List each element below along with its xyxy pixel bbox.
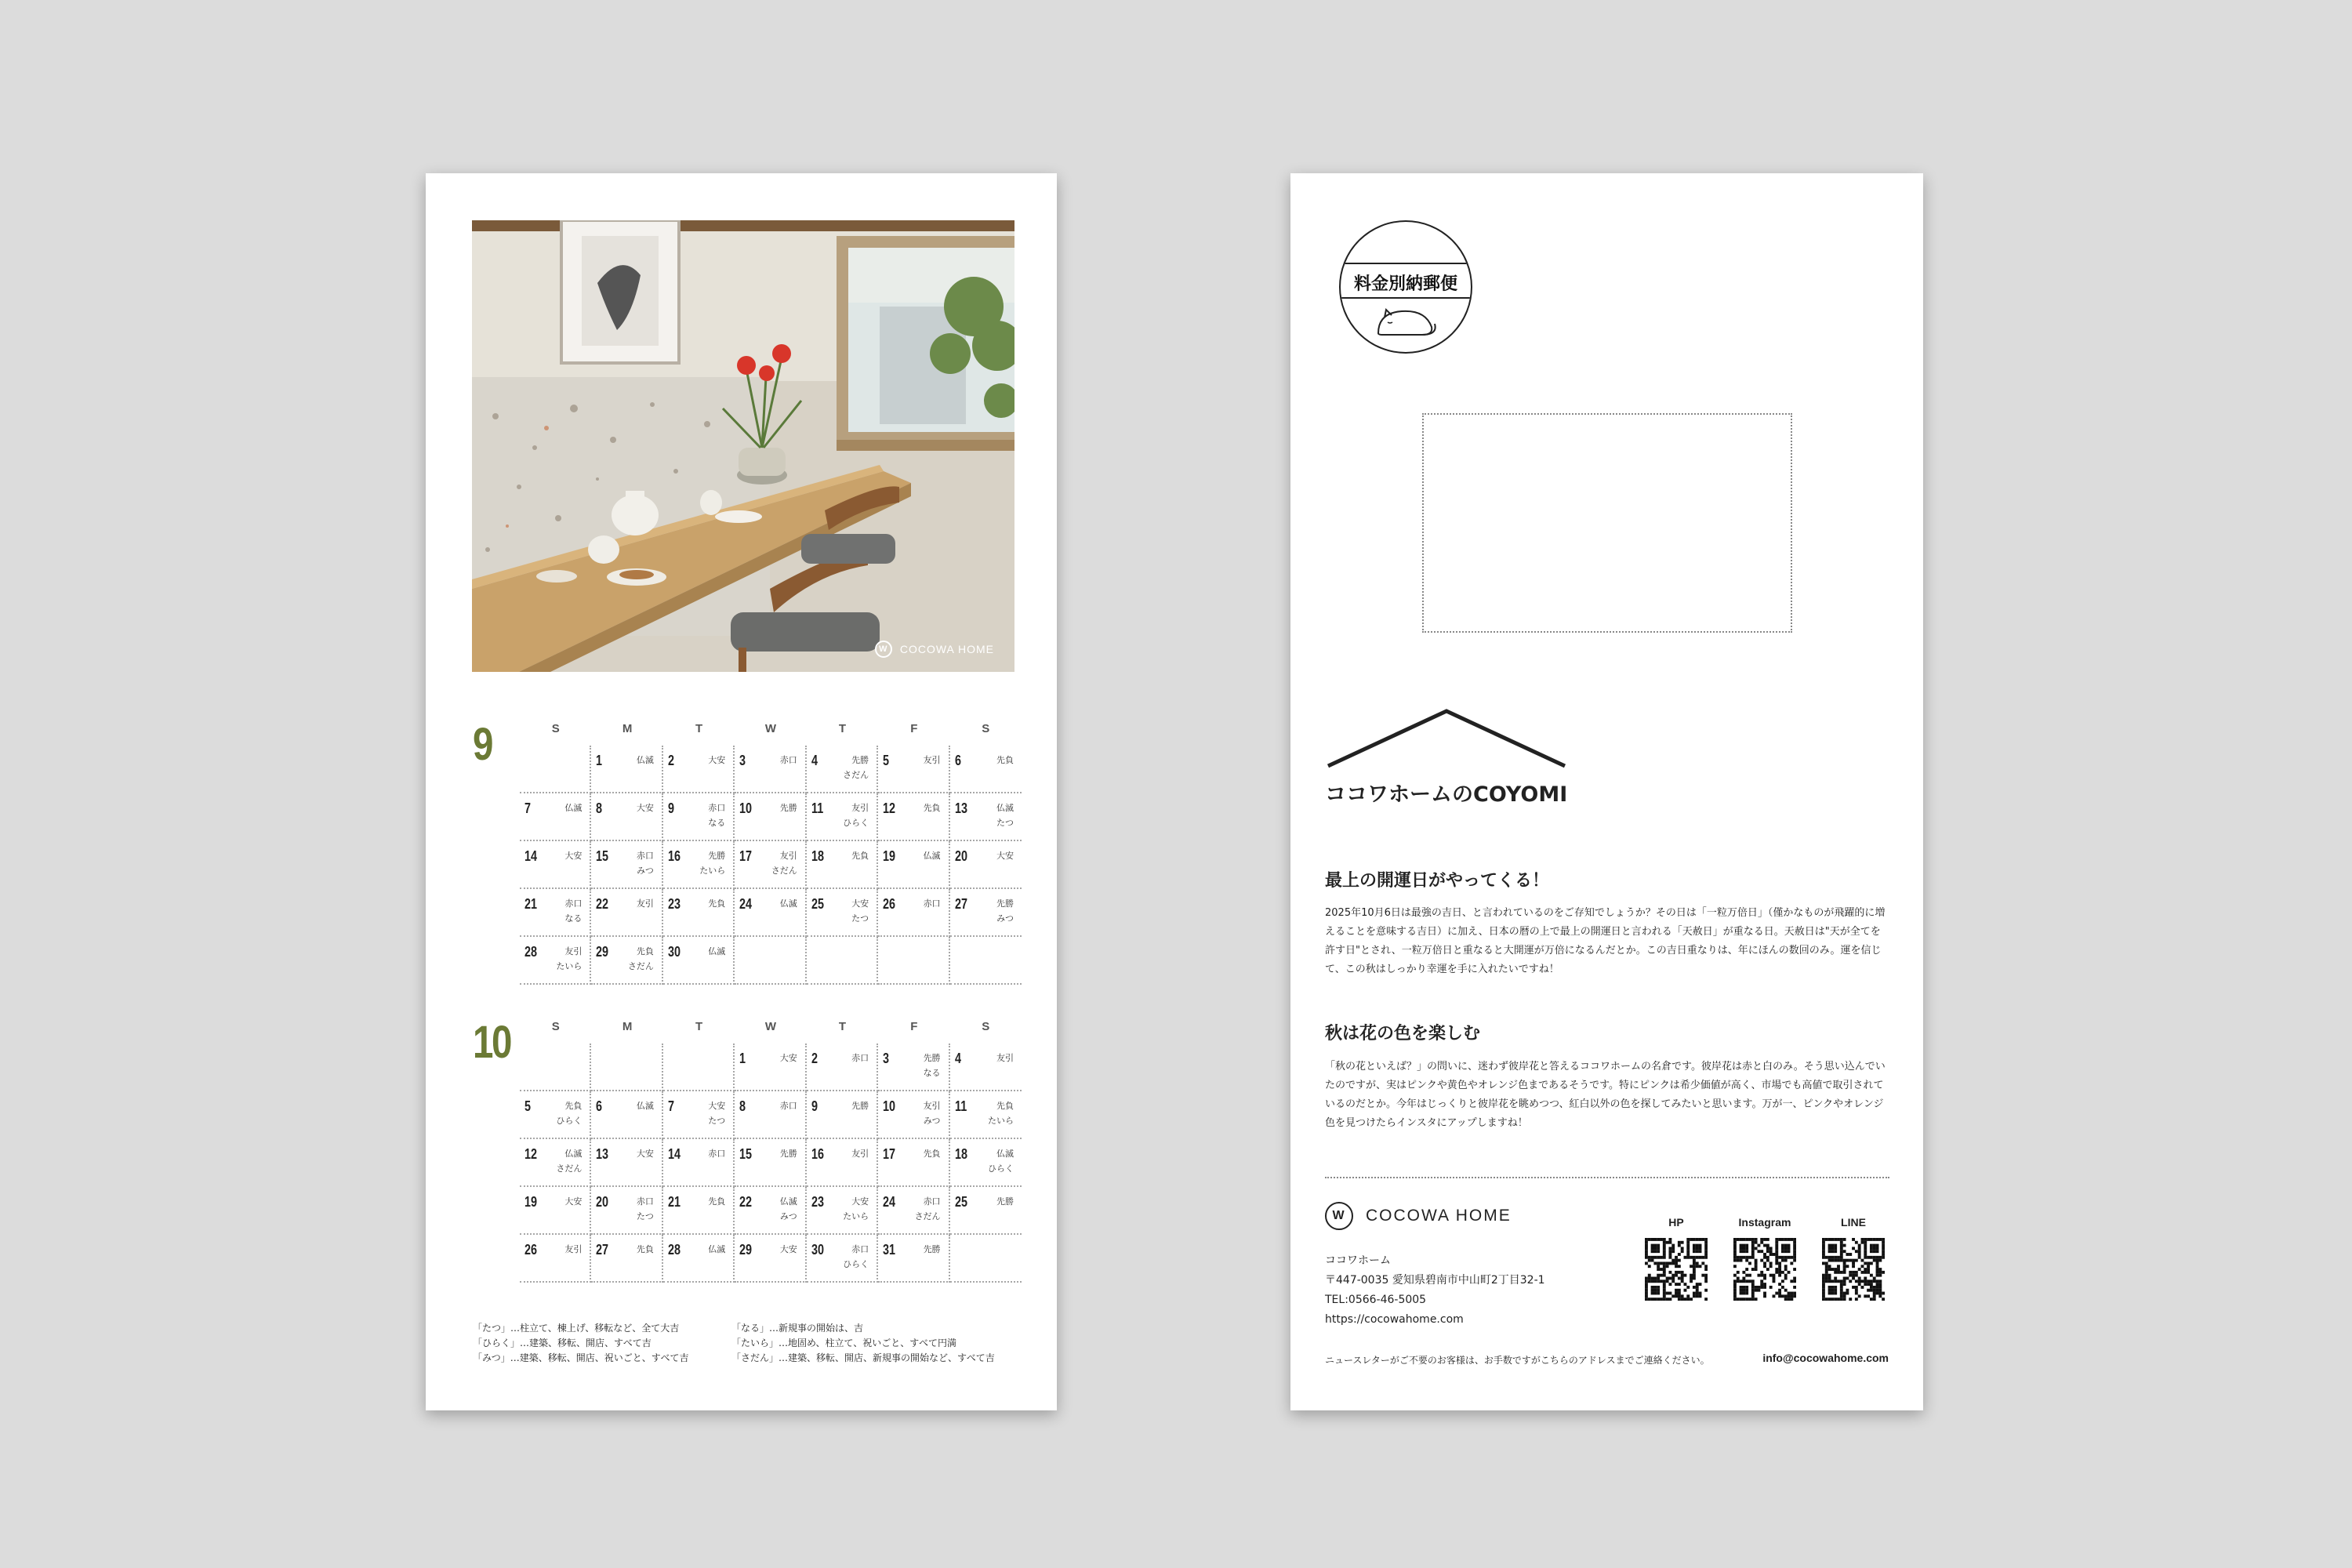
weekday-header bbox=[520, 722, 1022, 738]
qr-line[interactable] bbox=[1822, 1216, 1885, 1301]
selection-label: たいら bbox=[699, 866, 726, 876]
divider bbox=[1325, 1177, 1889, 1178]
rokuyo-label: 赤口 bbox=[636, 851, 654, 861]
calendar-day bbox=[950, 746, 1022, 793]
rokuyo-label: 仏滅 bbox=[708, 946, 726, 956]
day-number: 15 bbox=[596, 848, 609, 864]
calendar-day bbox=[807, 793, 878, 841]
legend-item: 「ひらく」…建築、移転、開店、すべて吉 bbox=[473, 1338, 652, 1348]
selection-label: さだん bbox=[771, 866, 797, 876]
company-address: 〒447-0035 愛知県碧南市中山町2丁目32-1 bbox=[1325, 1274, 1545, 1287]
rokuyo-label: 先負 bbox=[923, 803, 941, 813]
day-number: 6 bbox=[596, 1098, 603, 1114]
day-number: 10 bbox=[883, 1098, 896, 1114]
calendar-empty-cell bbox=[878, 937, 949, 985]
rokuyo-label: 仏滅 bbox=[779, 898, 797, 909]
day-number: 14 bbox=[667, 1146, 681, 1162]
calendar-day bbox=[591, 1091, 662, 1139]
day-number: 19 bbox=[524, 1194, 538, 1210]
rokuyo-label: 先負 bbox=[996, 1101, 1014, 1111]
rokuyo-label: 仏滅 bbox=[564, 1149, 583, 1159]
day-number: 3 bbox=[883, 1051, 890, 1066]
rokuyo-label: 先勝 bbox=[708, 851, 726, 861]
calendar-day bbox=[807, 1044, 878, 1091]
day-number: 30 bbox=[811, 1242, 824, 1258]
day-number: 8 bbox=[596, 800, 603, 816]
calendar-day bbox=[520, 937, 591, 985]
qr-hp[interactable] bbox=[1645, 1216, 1708, 1301]
qr-code-icon bbox=[1822, 1238, 1885, 1301]
rokuyo-label: 赤口 bbox=[708, 1149, 726, 1159]
weekday-header bbox=[520, 1020, 1022, 1036]
day-number: 13 bbox=[954, 800, 967, 816]
rokuyo-label: 仏滅 bbox=[996, 1149, 1014, 1159]
selection-label: みつ bbox=[923, 1116, 941, 1126]
day-number: 23 bbox=[811, 1194, 824, 1210]
rokuyo-label: 赤口 bbox=[851, 1053, 869, 1063]
stamp-line bbox=[1341, 263, 1471, 264]
rokuyo-label: 友引 bbox=[851, 1149, 869, 1159]
rokuyo-label: 先負 bbox=[923, 1149, 941, 1159]
legend bbox=[473, 1321, 1022, 1366]
selection-label: たつ bbox=[851, 913, 869, 924]
weekday-label: F bbox=[910, 1020, 918, 1033]
calendar-grid bbox=[520, 746, 1022, 985]
calendar-day bbox=[520, 1235, 591, 1283]
calendar-grid bbox=[520, 1044, 1022, 1283]
selection-label: みつ bbox=[779, 1211, 797, 1221]
calendar-day bbox=[878, 746, 949, 793]
calendar-day bbox=[950, 1187, 1022, 1235]
day-number: 23 bbox=[667, 896, 681, 912]
selection-label: なる bbox=[923, 1068, 941, 1078]
rokuyo-label: 先勝 bbox=[996, 1196, 1014, 1207]
day-number: 12 bbox=[883, 800, 896, 816]
selection-label: たいら bbox=[988, 1116, 1014, 1126]
day-number: 28 bbox=[524, 944, 538, 960]
calendar-day bbox=[878, 793, 949, 841]
address-box bbox=[1422, 413, 1792, 633]
cocowa-logo-icon: W bbox=[875, 641, 892, 658]
weekday-label: M bbox=[622, 722, 633, 735]
calendar-day bbox=[735, 1235, 806, 1283]
rokuyo-label: 赤口 bbox=[564, 898, 583, 909]
calendar-day bbox=[591, 793, 662, 841]
qr-code-icon bbox=[1645, 1238, 1708, 1301]
calendar-day bbox=[663, 841, 735, 889]
selection-label: ひらく bbox=[843, 1259, 869, 1269]
calendar-empty-cell bbox=[591, 1044, 662, 1091]
rokuyo-label: 大安 bbox=[564, 851, 583, 861]
calendar-day bbox=[807, 889, 878, 937]
rokuyo-label: 友引 bbox=[564, 946, 583, 956]
day-number: 24 bbox=[883, 1194, 896, 1210]
rokuyo-label: 先負 bbox=[636, 946, 654, 956]
weekday-label: S bbox=[551, 722, 560, 735]
calendar-day bbox=[807, 1187, 878, 1235]
rokuyo-label: 友引 bbox=[636, 898, 654, 909]
weekday-label: T bbox=[838, 722, 846, 735]
company-tel: TEL:0566-46-5005 bbox=[1325, 1294, 1427, 1306]
day-number: 28 bbox=[667, 1242, 681, 1258]
rokuyo-label: 先勝 bbox=[779, 1149, 797, 1159]
day-number: 16 bbox=[667, 848, 681, 864]
weekday-label: S bbox=[551, 1020, 560, 1033]
day-number: 26 bbox=[524, 1242, 538, 1258]
rokuyo-label: 大安 bbox=[779, 1244, 797, 1254]
calendar-day bbox=[878, 1044, 949, 1091]
rokuyo-label: 赤口 bbox=[779, 755, 797, 765]
selection-label: たつ bbox=[708, 1116, 726, 1126]
rokuyo-label: 赤口 bbox=[636, 1196, 654, 1207]
calendar-day bbox=[591, 889, 662, 937]
day-number: 8 bbox=[739, 1098, 746, 1114]
calendar-day bbox=[807, 841, 878, 889]
rokuyo-label: 赤口 bbox=[779, 1101, 797, 1111]
rokuyo-label: 友引 bbox=[564, 1244, 583, 1254]
day-number: 4 bbox=[811, 753, 818, 768]
rokuyo-label: 先負 bbox=[708, 898, 726, 909]
sleeping-cat-icon bbox=[1370, 300, 1441, 339]
company-brand-text: COCOWA HOME bbox=[1366, 1207, 1512, 1225]
day-number: 21 bbox=[667, 1194, 681, 1210]
rokuyo-label: 仏滅 bbox=[708, 1244, 726, 1254]
qr-instagram[interactable] bbox=[1733, 1216, 1796, 1301]
rokuyo-label: 大安 bbox=[636, 1149, 654, 1159]
day-number: 2 bbox=[667, 753, 674, 768]
calendar-empty-cell bbox=[520, 1044, 591, 1091]
selection-label: たつ bbox=[996, 818, 1014, 828]
day-number: 24 bbox=[739, 896, 753, 912]
qr-label: Instagram bbox=[1738, 1216, 1791, 1229]
stamp-text: 料金別納郵便 bbox=[1353, 274, 1457, 294]
rokuyo-label: 大安 bbox=[779, 1053, 797, 1063]
rokuyo-label: 先負 bbox=[636, 1244, 654, 1254]
day-number: 7 bbox=[524, 800, 532, 816]
calendar-day bbox=[950, 1044, 1022, 1091]
rokuyo-label: 仏滅 bbox=[636, 755, 654, 765]
day-number: 9 bbox=[811, 1098, 818, 1114]
rokuyo-label: 赤口 bbox=[851, 1244, 869, 1254]
day-number: 30 bbox=[667, 944, 681, 960]
rokuyo-label: 大安 bbox=[636, 803, 654, 813]
calendar-day bbox=[520, 1139, 591, 1187]
rokuyo-label: 先勝 bbox=[996, 898, 1014, 909]
calendar-day bbox=[591, 1235, 662, 1283]
mailer-card bbox=[1290, 173, 1923, 1410]
weekday-label: S bbox=[982, 722, 990, 735]
calendar-day bbox=[735, 1187, 806, 1235]
weekday-label: W bbox=[764, 722, 777, 735]
calendar-day bbox=[591, 841, 662, 889]
selection-label: なる bbox=[564, 913, 583, 924]
calendar-day bbox=[878, 1235, 949, 1283]
rokuyo-label: 先勝 bbox=[851, 1101, 869, 1111]
day-number: 29 bbox=[596, 944, 609, 960]
rokuyo-label: 仏滅 bbox=[996, 803, 1014, 813]
calendar-day bbox=[591, 1139, 662, 1187]
company-contact bbox=[1325, 1251, 1545, 1330]
rokuyo-label: 仏滅 bbox=[564, 803, 583, 813]
rokuyo-label: 大安 bbox=[708, 1101, 726, 1111]
qr-code-icon bbox=[1733, 1238, 1796, 1301]
rokuyo-label: 先勝 bbox=[779, 803, 797, 813]
section-body: 2025年10月6日は最強の吉日、と言われているのをご存知でしょうか？その日は「一粒万倍日」（僅かなものが飛躍的に増えることを意味する吉日）に加え、日本の暦の上で最上の開運日と言われる「天赦日」が重なる日。天赦日は"天が全てを許す日"とされ、一粒万倍日と重なると大開運が万倍になるんだとか。この吉日重なりは、年にほんの数回のみ。運を信じて、この秋はしっかり幸運を手に入れたいですね！ bbox=[1325, 907, 1886, 975]
day-number: 27 bbox=[596, 1242, 609, 1258]
selection-label: ひらく bbox=[988, 1163, 1014, 1174]
calendar-day bbox=[663, 1235, 735, 1283]
day-number: 29 bbox=[739, 1242, 753, 1258]
calendar-day bbox=[663, 1139, 735, 1187]
selection-label: みつ bbox=[996, 913, 1014, 924]
photo-brand-text: COCOWA HOME bbox=[899, 643, 994, 655]
interior-illustration bbox=[472, 220, 1014, 672]
rokuyo-label: 友引 bbox=[996, 1053, 1014, 1063]
calendar-empty-cell bbox=[663, 1044, 735, 1091]
calendar-day bbox=[663, 889, 735, 937]
day-number: 20 bbox=[596, 1194, 609, 1210]
section-title: 秋は花の色を楽しむ bbox=[1325, 1024, 1481, 1044]
rokuyo-label: 大安 bbox=[708, 755, 726, 765]
calendar-day bbox=[591, 1187, 662, 1235]
day-number: 25 bbox=[811, 896, 824, 912]
day-number: 11 bbox=[954, 1098, 967, 1114]
calendar-empty-cell bbox=[807, 937, 878, 985]
newsletter-title: ココワホームのCOYOMI bbox=[1325, 782, 1568, 807]
day-number: 5 bbox=[524, 1098, 532, 1114]
selection-label: さだん bbox=[627, 961, 654, 971]
rokuyo-label: 仏滅 bbox=[923, 851, 941, 861]
rokuyo-label: 大安 bbox=[851, 1196, 869, 1207]
unsubscribe-note: ニュースレターがご不要のお客様は、お手数ですがこちらのアドレスまでご連絡ください。 bbox=[1325, 1355, 1710, 1366]
legend-item: 「みつ」…建築、移転、開店、祝いごと、すべて吉 bbox=[473, 1352, 689, 1363]
day-number: 12 bbox=[524, 1146, 538, 1162]
calendar-day bbox=[591, 746, 662, 793]
day-number: 31 bbox=[883, 1242, 896, 1258]
weekday-label: F bbox=[910, 722, 918, 735]
day-number: 9 bbox=[667, 800, 674, 816]
day-number: 1 bbox=[739, 1051, 746, 1066]
calendar-day bbox=[520, 889, 591, 937]
weekday-label: W bbox=[764, 1020, 777, 1033]
day-number: 22 bbox=[739, 1194, 753, 1210]
day-number: 1 bbox=[596, 753, 603, 768]
day-number: 11 bbox=[811, 800, 823, 816]
company-brand bbox=[1325, 1202, 1512, 1230]
selection-label: たつ bbox=[636, 1211, 654, 1221]
calendar-day bbox=[663, 937, 735, 985]
day-number: 2 bbox=[811, 1051, 818, 1066]
calendar-day bbox=[807, 1235, 878, 1283]
cocowa-logo-icon: W bbox=[1325, 1202, 1353, 1230]
weekday-label: M bbox=[622, 1020, 633, 1033]
calendar-day bbox=[520, 1187, 591, 1235]
day-number: 17 bbox=[739, 848, 753, 864]
house-roof-icon bbox=[1325, 706, 1568, 769]
rokuyo-label: 大安 bbox=[851, 898, 869, 909]
selection-label: さだん bbox=[914, 1211, 941, 1221]
interior-photo bbox=[472, 220, 1014, 672]
calendar-day bbox=[663, 746, 735, 793]
day-number: 18 bbox=[954, 1146, 967, 1162]
day-number: 15 bbox=[739, 1146, 753, 1162]
calendar-day bbox=[950, 1139, 1022, 1187]
weekday-label: S bbox=[982, 1020, 990, 1033]
day-number: 21 bbox=[524, 896, 538, 912]
calendar-day bbox=[807, 1091, 878, 1139]
calendar-day bbox=[735, 793, 806, 841]
selection-label: みつ bbox=[637, 866, 654, 876]
calendar-day bbox=[663, 793, 735, 841]
calendar-day bbox=[878, 1091, 949, 1139]
calendar-empty-cell bbox=[735, 937, 806, 985]
rokuyo-label: 友引 bbox=[779, 851, 797, 861]
rokuyo-label: 大安 bbox=[564, 1196, 583, 1207]
postage-stamp bbox=[1339, 220, 1472, 354]
calendar-day bbox=[950, 889, 1022, 937]
month-number: 10 bbox=[473, 1017, 510, 1068]
calendar-day bbox=[950, 1091, 1022, 1139]
section-title: 最上の開運日がやってくる！ bbox=[1325, 871, 1550, 891]
stamp-line bbox=[1341, 297, 1471, 299]
calendar-day bbox=[591, 937, 662, 985]
rokuyo-label: 赤口 bbox=[923, 1196, 941, 1207]
day-number: 27 bbox=[954, 896, 967, 912]
calendar-day bbox=[878, 1139, 949, 1187]
calendar-day bbox=[520, 1091, 591, 1139]
rokuyo-label: 先勝 bbox=[923, 1053, 941, 1063]
calendar-day bbox=[950, 841, 1022, 889]
calendar-day bbox=[735, 841, 806, 889]
rokuyo-label: 先負 bbox=[564, 1101, 583, 1111]
day-number: 19 bbox=[883, 848, 896, 864]
selection-label: ひらく bbox=[556, 1116, 583, 1126]
legend-item: 「たつ」…柱立て、棟上げ、移転など、全て大吉 bbox=[473, 1323, 680, 1334]
day-number: 10 bbox=[739, 800, 753, 816]
calendar-day bbox=[735, 746, 806, 793]
day-number: 13 bbox=[596, 1146, 609, 1162]
rokuyo-label: 先勝 bbox=[923, 1244, 941, 1254]
rokuyo-label: 仏滅 bbox=[779, 1196, 797, 1207]
day-number: 6 bbox=[954, 753, 961, 768]
day-number: 4 bbox=[954, 1051, 961, 1066]
qr-label: HP bbox=[1668, 1216, 1684, 1229]
day-number: 22 bbox=[596, 896, 609, 912]
weekday-label: T bbox=[838, 1020, 846, 1033]
day-number: 5 bbox=[883, 753, 890, 768]
calendar-day bbox=[735, 889, 806, 937]
day-number: 16 bbox=[811, 1146, 824, 1162]
day-number: 14 bbox=[524, 848, 538, 864]
day-number: 25 bbox=[954, 1194, 967, 1210]
rokuyo-label: 先負 bbox=[708, 1196, 726, 1207]
photo-brand-logo bbox=[875, 641, 994, 658]
section-body: 「秋の花といえば？」の問いに、迷わず彼岸花と答えるココワホームの名倉です。彼岸花は赤と白のみ。そう思い込んでいたのですが、実はピンクや黄色やオレンジ色まであるそうです。特にピンクは希少価値が高く、市場でも高値で取引されているのだとか。今年はじっくりと彼岸花を眺めつつ、紅白以外の色を探してみたいと思います。万が一、ピンクやオレンジ色を見つけたらインスタにアップしますね！ bbox=[1325, 1061, 1886, 1129]
calendar-day bbox=[950, 793, 1022, 841]
weekday-label: T bbox=[695, 722, 703, 735]
calendar-day bbox=[663, 1187, 735, 1235]
legend-item: 「なる」…新規事の開始は、吉 bbox=[731, 1323, 864, 1334]
rokuyo-label: 赤口 bbox=[923, 898, 941, 909]
day-number: 18 bbox=[811, 848, 824, 864]
selection-label: さだん bbox=[843, 770, 869, 780]
company-url[interactable]: https://cocowahome.com bbox=[1325, 1313, 1464, 1326]
calendar-day bbox=[735, 1044, 806, 1091]
selection-label: たいら bbox=[843, 1211, 869, 1221]
rokuyo-label: 先負 bbox=[851, 851, 869, 861]
calendar-day bbox=[807, 1139, 878, 1187]
contact-email[interactable]: info@cocowahome.com bbox=[1762, 1352, 1889, 1364]
selection-label: なる bbox=[708, 818, 726, 828]
calendar-day bbox=[663, 1091, 735, 1139]
calendar-empty-cell bbox=[950, 937, 1022, 985]
day-number: 3 bbox=[739, 753, 746, 768]
calendar-day bbox=[520, 841, 591, 889]
month-number: 9 bbox=[473, 719, 492, 770]
company-name: ココワホーム bbox=[1325, 1254, 1391, 1267]
calendar-day bbox=[878, 889, 949, 937]
calendar-day bbox=[807, 746, 878, 793]
rokuyo-label: 友引 bbox=[923, 1101, 941, 1111]
day-number: 20 bbox=[954, 848, 967, 864]
legend-item: 「たいら」…地固め、柱立て、祝いごと、すべて円満 bbox=[731, 1338, 957, 1348]
calendar-day bbox=[735, 1091, 806, 1139]
rokuyo-label: 先勝 bbox=[851, 755, 869, 765]
calendar-empty-cell bbox=[950, 1235, 1022, 1283]
calendar-day bbox=[520, 793, 591, 841]
selection-label: たいら bbox=[556, 961, 583, 971]
day-number: 26 bbox=[883, 896, 896, 912]
rokuyo-label: 赤口 bbox=[708, 803, 726, 813]
rokuyo-label: 友引 bbox=[851, 803, 869, 813]
calendar-card bbox=[426, 173, 1057, 1410]
selection-label: ひらく bbox=[843, 818, 869, 828]
rokuyo-label: 大安 bbox=[996, 851, 1014, 861]
day-number: 7 bbox=[667, 1098, 674, 1114]
qr-label: LINE bbox=[1841, 1216, 1866, 1229]
weekday-label: T bbox=[695, 1020, 703, 1033]
rokuyo-label: 友引 bbox=[923, 755, 941, 765]
rokuyo-label: 先負 bbox=[996, 755, 1014, 765]
day-number: 17 bbox=[883, 1146, 896, 1162]
calendar-empty-cell bbox=[520, 746, 591, 793]
rokuyo-label: 仏滅 bbox=[636, 1101, 654, 1111]
calendar-day bbox=[878, 841, 949, 889]
selection-label: さだん bbox=[556, 1163, 583, 1174]
calendar-day bbox=[735, 1139, 806, 1187]
calendar-day bbox=[878, 1187, 949, 1235]
legend-item: 「さだん」…建築、移転、開店、新規事の開始など、すべて吉 bbox=[731, 1352, 995, 1363]
